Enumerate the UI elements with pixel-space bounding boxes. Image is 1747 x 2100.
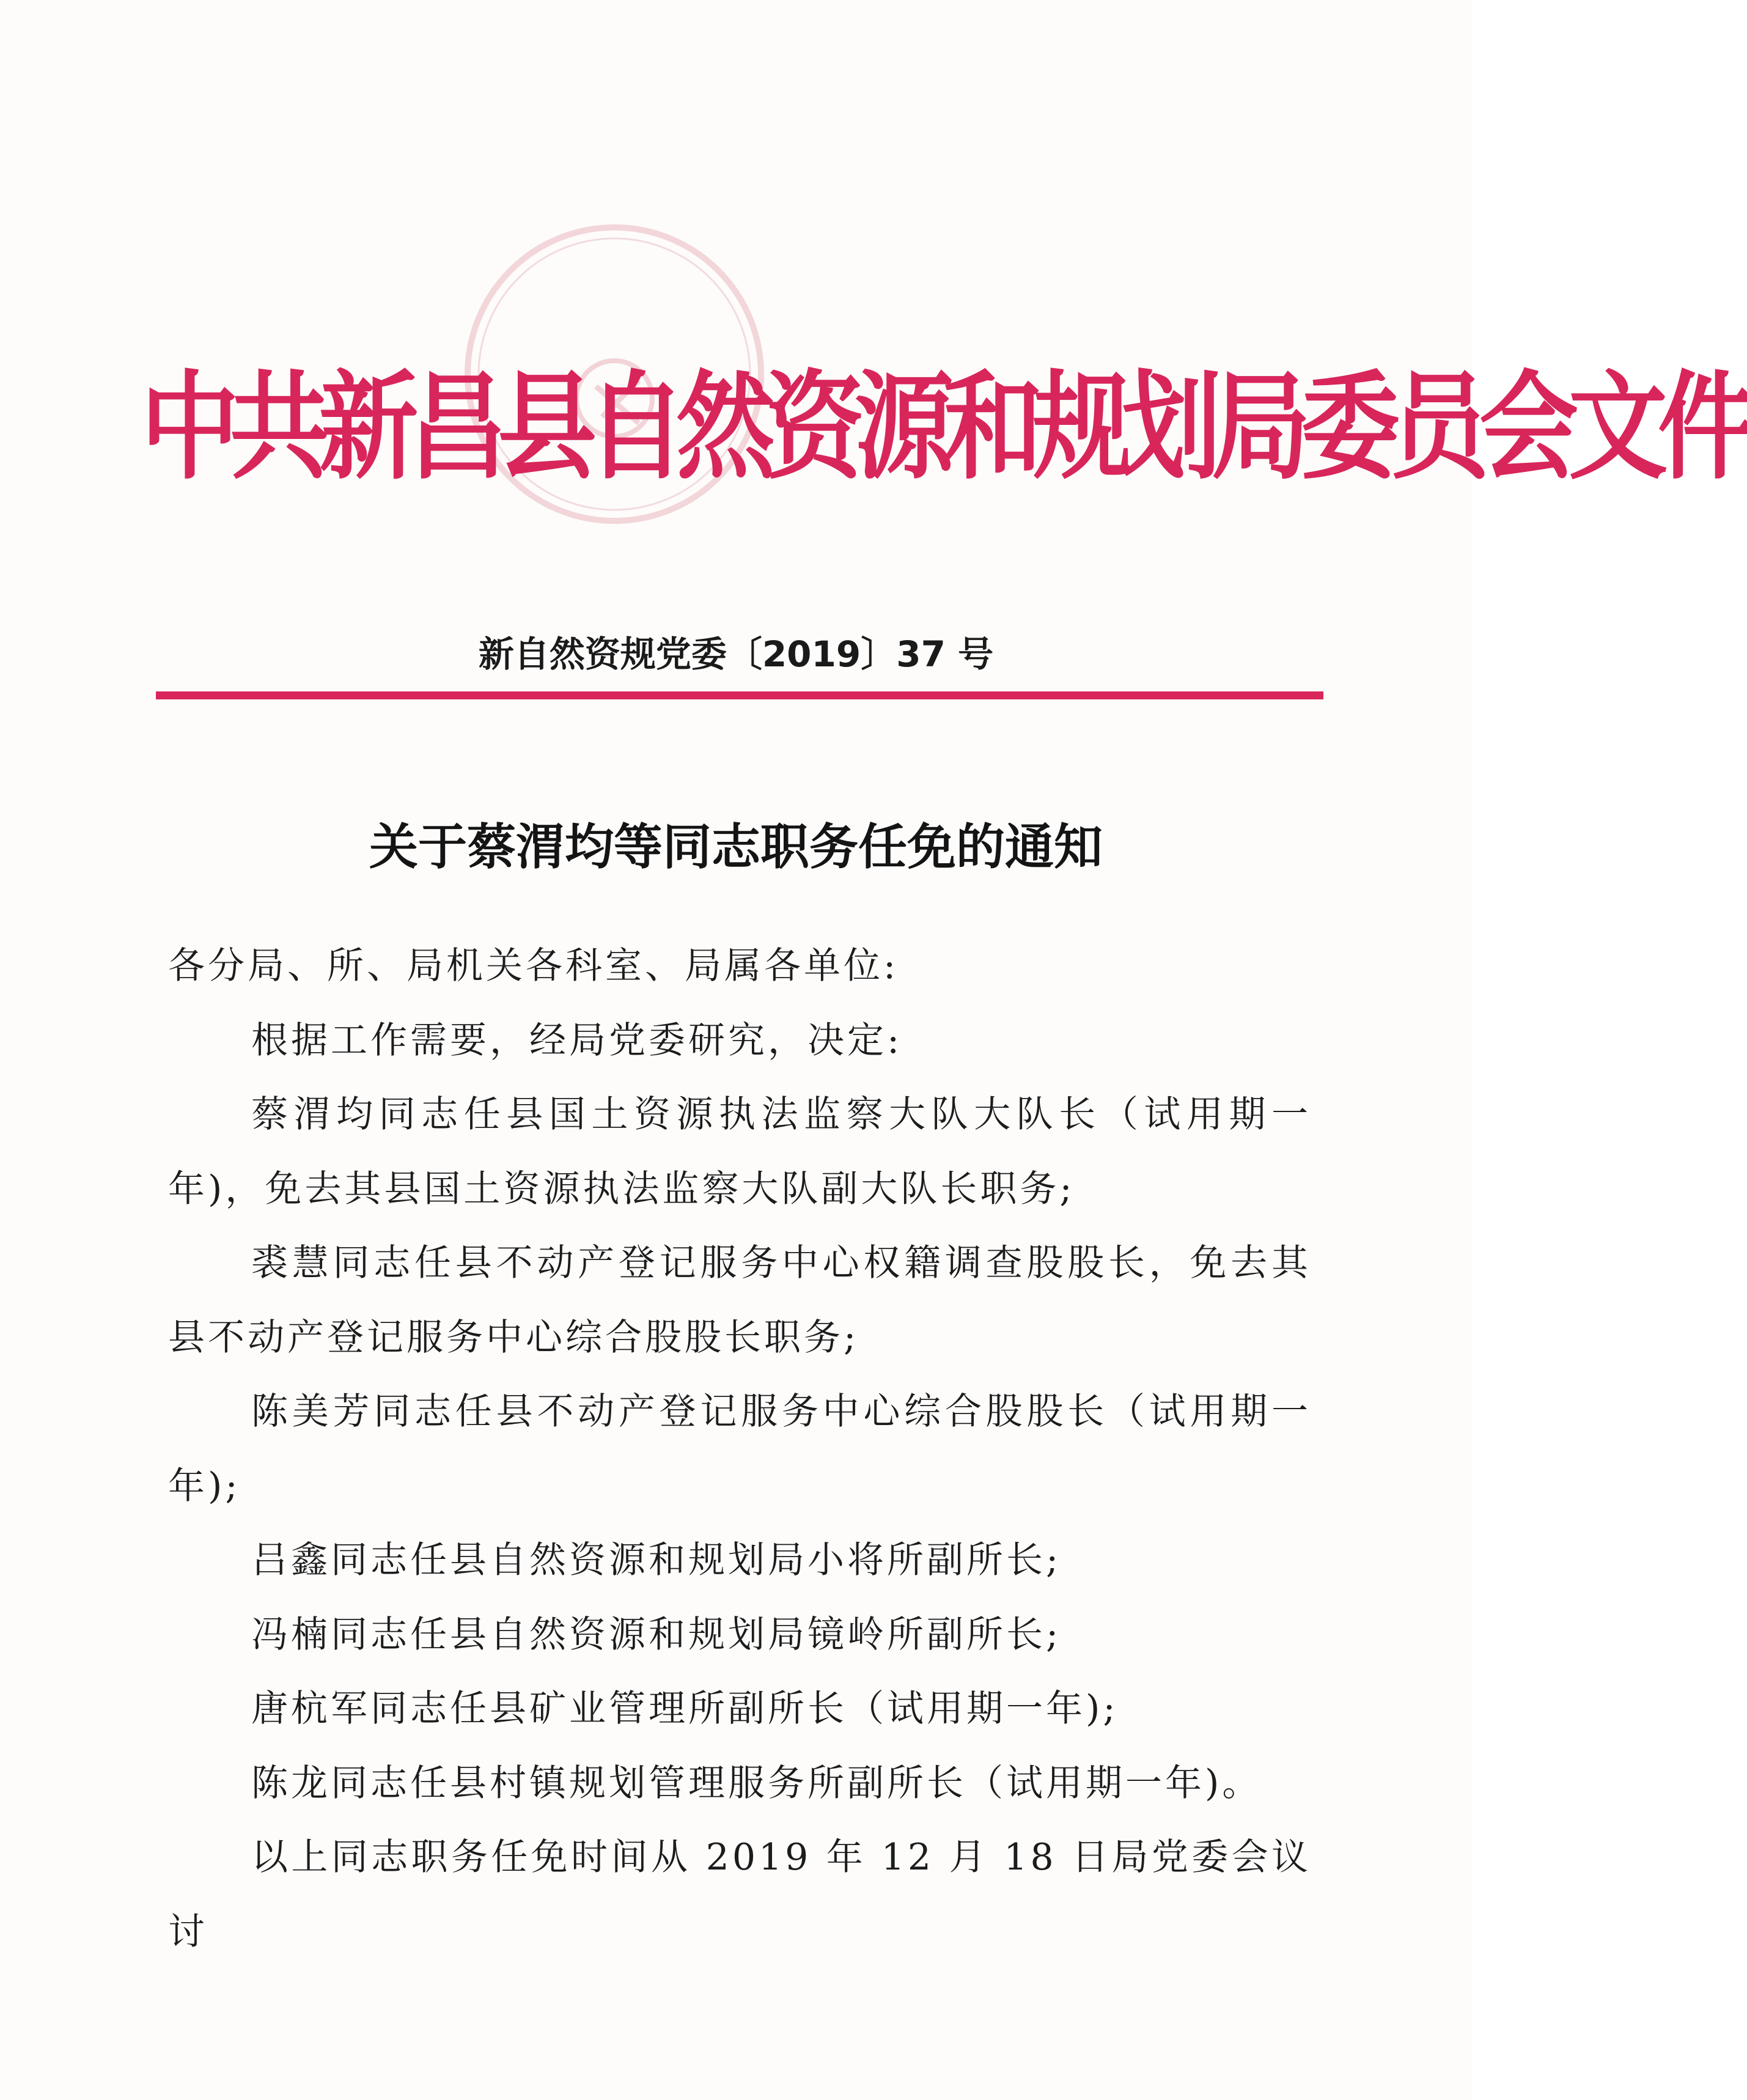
body-paragraph: 冯楠同志任县自然资源和规划局镜岭所副所长; bbox=[251, 1613, 1062, 1656]
document-title: 关于蔡渭均等同志职务任免的通知 bbox=[369, 818, 1103, 875]
body-paragraph: 吕鑫同志任县自然资源和规划局小将所副所长; bbox=[251, 1539, 1062, 1582]
document-body bbox=[168, 929, 1311, 1969]
body-paragraph: 裘慧同志任县不动产登记服务中心权籍调查股股长，免去其县不动产登记服务中心综合股股长职务; bbox=[168, 1242, 1311, 1359]
body-paragraph: 蔡渭均同志任县国土资源执法监察大队大队长（试用期一年)，免去其县国土资源执法监察大队副大队长职务; bbox=[168, 1093, 1311, 1210]
document-number: 新自然资规党委〔2019〕37 号 bbox=[478, 633, 994, 675]
body-paragraph: 根据工作需要，经局党委研究，决定: bbox=[251, 1019, 903, 1062]
body-paragraph: 陈龙同志任县村镇规划管理服务所副所长（试用期一年)。 bbox=[251, 1761, 1262, 1805]
document-masthead: 中共新昌县自然资源和规划局委员会文件 bbox=[141, 360, 1747, 496]
salutation: 各分局、所、局机关各科室、局属各单位: bbox=[168, 945, 899, 987]
body-paragraph: 以上同志职务任免时间从 2019 年 12 月 18 日局党委会议讨 bbox=[168, 1836, 1311, 1953]
body-paragraph: 陈美芳同志任县不动产登记服务中心综合股股长（试用期一年); bbox=[168, 1390, 1311, 1508]
body-paragraph: 唐杭军同志任县矿业管理所副所长（试用期一年); bbox=[251, 1687, 1119, 1730]
red-divider-line bbox=[156, 691, 1323, 699]
